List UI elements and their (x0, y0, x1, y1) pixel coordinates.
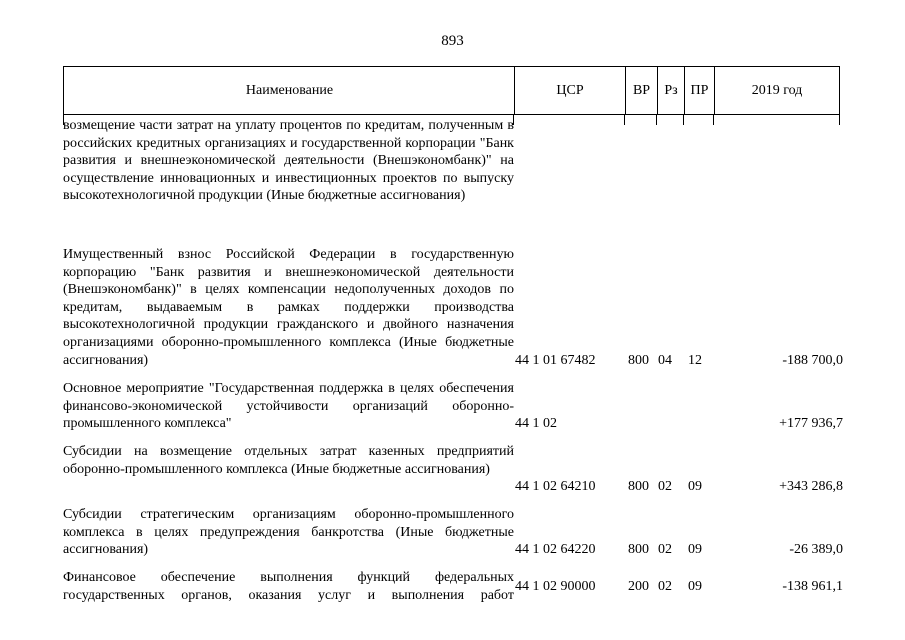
header-year: 2019 год (751, 83, 803, 98)
header-vr: ВР (632, 83, 651, 98)
row-csr: 44 1 02 64210 (515, 479, 596, 494)
row-pr: 09 (688, 542, 702, 557)
row-amount: +343 286,8 (779, 479, 843, 494)
row-pr: 12 (688, 353, 702, 368)
table-row-name: Финансовое обеспечение выполнения функций федеральных государственных органов, оказания услуг и выполнения работ (63, 570, 514, 603)
row-csr: 44 1 02 64220 (515, 542, 596, 557)
row-rz: 02 (658, 479, 672, 494)
row-csr: 44 1 02 (515, 416, 557, 431)
header-name: Наименование (245, 83, 334, 98)
row-amount: +177 936,7 (779, 416, 843, 431)
row-vr: 800 (628, 542, 649, 557)
row-rz: 02 (658, 542, 672, 557)
row-csr: 44 1 02 90000 (515, 579, 596, 594)
row-pr: 09 (688, 579, 702, 594)
row-rz: 02 (658, 579, 672, 594)
row-csr: 44 1 01 67482 (515, 353, 596, 368)
row-amount: -26 389,0 (789, 542, 843, 557)
header-rz: Рз (664, 83, 678, 98)
table-row-name: Субсидии на возмещение отдельных затрат казенных предприятий оборонно-промышленного комплекса (Иные бюджетные ассигнования) (63, 444, 514, 477)
row-vr: 800 (628, 479, 649, 494)
table-row-name: Имущественный взнос Российской Федерации в государственную корпорацию "Банк развития и внешнеэкономической деятельности (Внешэкономбанк)" в целях компенсации недополученных доходов по кредитам, выдаваемым в рамках поддержки производства высокотехнологичной продукции гражданского и двойного назначения организациями оборонно-промышленного комплекса (Иные бюджетные ассигнования) (63, 247, 514, 368)
page-number: 893 (441, 33, 464, 49)
row-amount: -138 961,1 (782, 579, 843, 594)
row-amount: -188 700,0 (782, 353, 843, 368)
table-row-name: Субсидии стратегическим организациям оборонно-промышленного комплекса в целях предупреждения банкротства (Иные бюджетные ассигнования) (63, 507, 514, 558)
header-pr: ПР (690, 83, 709, 98)
table-row-name: возмещение части затрат на уплату процентов по кредитам, полученным в российских кредитных организациях и государственной корпорации "Банк развития и внешнеэкономической деятельности (Внешэкономбанк)" на осуществление инновационных и инвестиционных проектов по выпуску высокотехнологичной продукции (Иные бюджетные ассигнования) (63, 118, 514, 204)
row-vr: 800 (628, 353, 649, 368)
header-csr: ЦСР (556, 83, 584, 98)
table-row-name: Основное мероприятие "Государственная поддержка в целях обеспечения финансово-экономической устойчивости организаций оборонно-промышленного комплекса" (63, 381, 514, 432)
row-vr: 200 (628, 579, 649, 594)
row-pr: 09 (688, 479, 702, 494)
row-rz: 04 (658, 353, 672, 368)
